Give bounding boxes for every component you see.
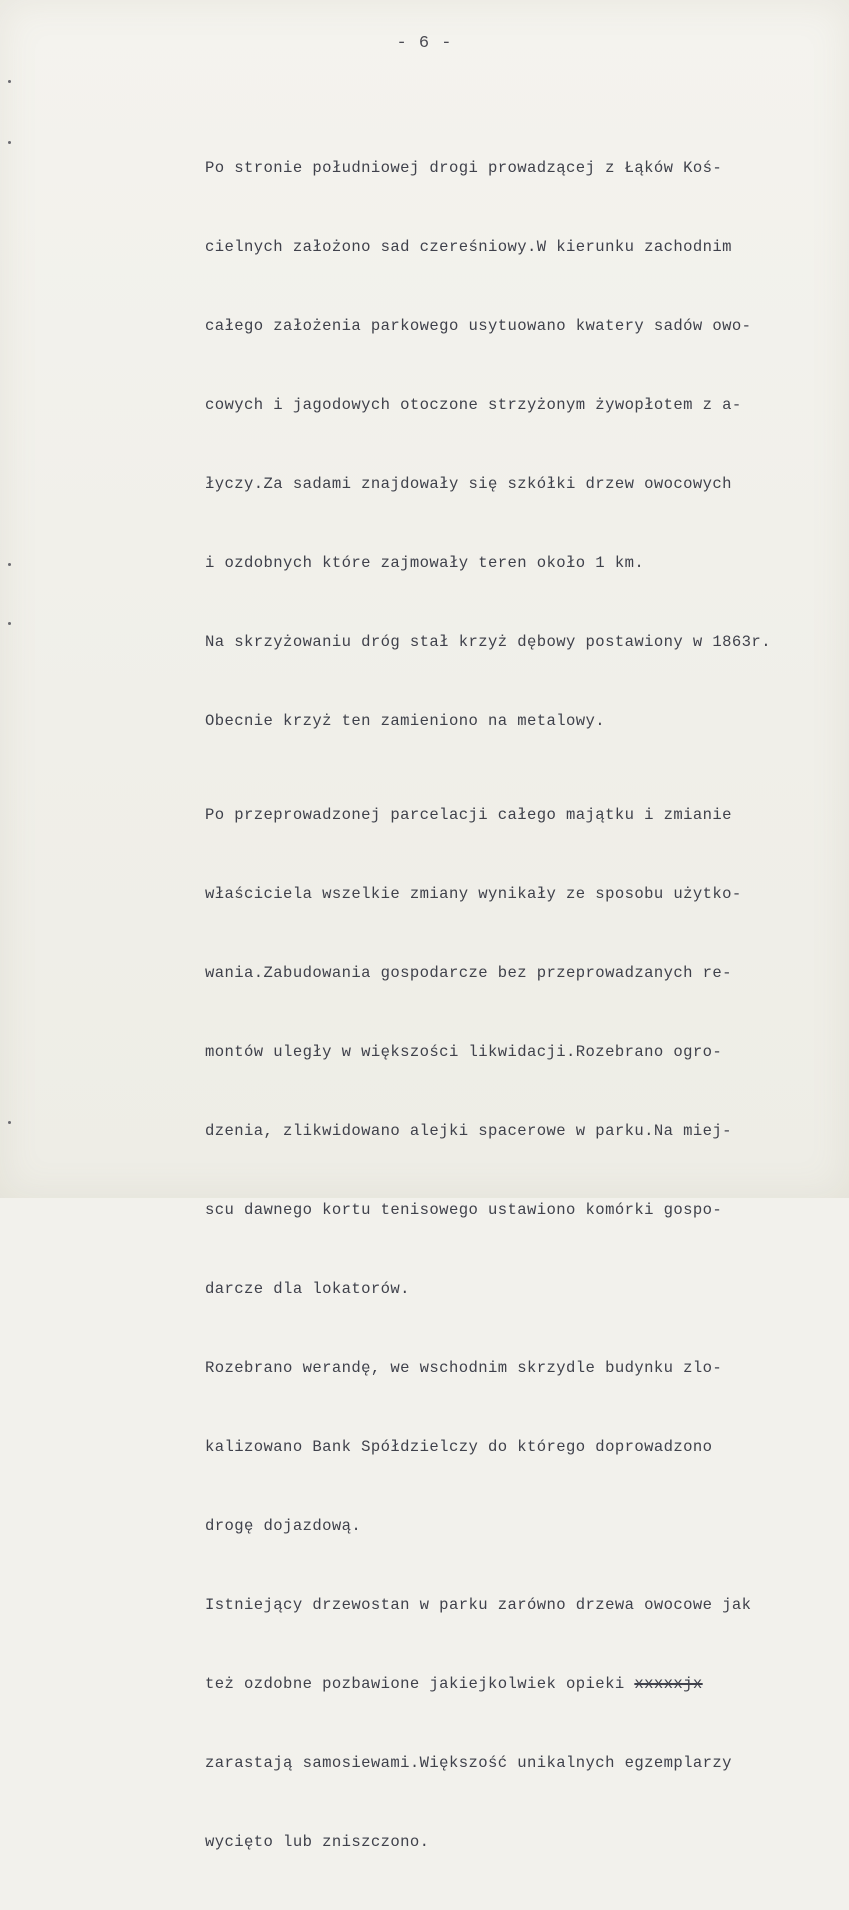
- text-line: zarastają samosiewami.Większość unikalnych egzemplarzy: [205, 1754, 732, 1772]
- body-text: [205, 121, 825, 1910]
- text-line: [205, 1673, 825, 1716]
- text-line: Rozebrano werandę, we wschodnim skrzydle budynku zlo-: [205, 1359, 723, 1377]
- text-line: wania.Zabudowania gospodarcze bez przeprowadzanych re-: [205, 964, 732, 982]
- page-number: - 6 -: [396, 34, 453, 53]
- margin-mark: [8, 1121, 11, 1124]
- text-line: dzenia, zlikwidowano alejki spacerowe w parku.Na miej-: [205, 1122, 732, 1140]
- text-line: cowych i jagodowych otoczone strzyżonym żywopłotem z a-: [205, 396, 742, 414]
- text-line: całego założenia parkowego usytuowano kwatery sadów owo-: [205, 317, 752, 335]
- text-line: Istniejący drzewostan w parku zarówno drzewa owocowe jak: [205, 1596, 752, 1614]
- text-line: właściciela wszelkie zmiany wynikały ze sposobu użytko-: [205, 885, 742, 903]
- text-line: Obecnie krzyż ten zamieniono na metalowy.: [205, 712, 606, 730]
- margin-mark: [8, 141, 11, 144]
- text-line: darcze dla lokatorów.: [205, 1280, 410, 1298]
- text-segment: też ozdobne pozbawione jakiejkolwiek opieki: [205, 1675, 625, 1693]
- margin-mark: [8, 563, 11, 566]
- text-line: cielnych założono sad czereśniowy.W kierunku zachodnim: [205, 238, 732, 256]
- text-line: montów uległy w większości likwidacji.Rozebrano ogro-: [205, 1043, 723, 1061]
- text-line: drogę dojazdową.: [205, 1517, 362, 1535]
- text-line: scu dawnego kortu tenisowego ustawiono komórki gospo-: [205, 1201, 723, 1219]
- text-line: kalizowano Bank Spółdzielczy do którego doprowadzono: [205, 1438, 713, 1456]
- struck-out-text: xxxxxjx: [634, 1675, 703, 1693]
- text-line: Po przeprowadzonej parcelacji całego majątku i zmianie: [205, 806, 732, 824]
- text-line: wycięto lub zniszczono.: [205, 1833, 430, 1851]
- text-line: łyczy.Za sadami znajdowały się szkółki drzew owocowych: [205, 475, 732, 493]
- text-line: Na skrzyżowaniu dróg stał krzyż dębowy postawiony w 1863r.: [205, 633, 771, 651]
- text-line: Po stronie południowej drogi prowadzącej z Łąków Koś-: [205, 159, 723, 177]
- margin-mark: [8, 80, 11, 83]
- margin-mark: [8, 622, 11, 625]
- text-line: i ozdobnych które zajmowały teren około 1 km.: [205, 554, 645, 572]
